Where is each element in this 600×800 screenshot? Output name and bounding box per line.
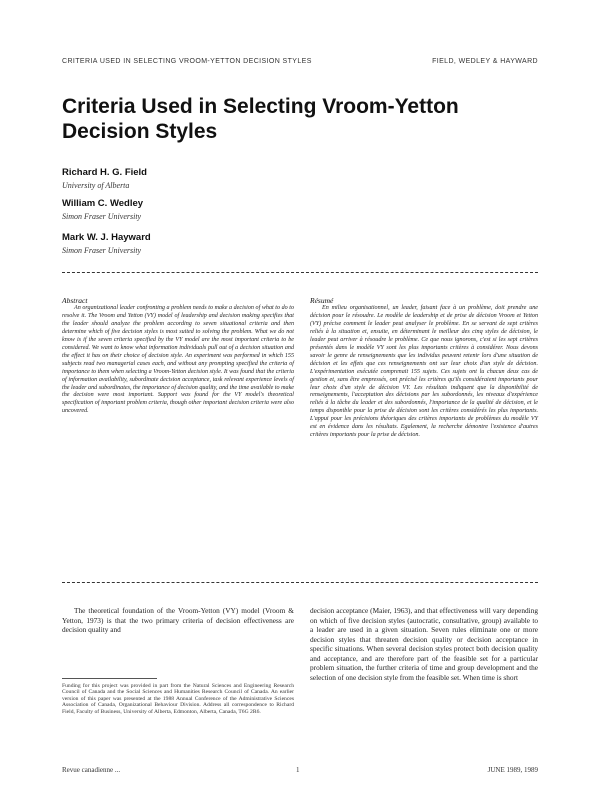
author-affiliation: University of Alberta xyxy=(62,181,130,190)
author-name: William C. Wedley xyxy=(62,198,144,209)
resume-heading: Résumé xyxy=(310,296,334,305)
author-affiliation: Simon Fraser University xyxy=(62,246,142,255)
section-divider xyxy=(62,272,538,273)
section-divider xyxy=(62,582,538,583)
author-affiliation: Simon Fraser University xyxy=(62,212,142,221)
footnote: Funding for this project was provided in part from the Natural Sciences and Engineering Research Council of Canada and the Social Sciences and Humanities Research Council of Canada. An earlier version of this paper was presented at the 1988 Annual Conference of the Administrative Sciences Association of Canada, Organizational Behaviour Division. Address all correspondence to Richard Field, Faculty of Business, University of Alberta, Edmonton, Alberta, Canada, T6G 2R6. xyxy=(62,683,294,715)
footer-right: JUNE 1989, 1989 xyxy=(487,766,538,774)
running-head-left: CRITERIA USED IN SELECTING VROOM-YETTON DECISION STYLES xyxy=(62,58,312,65)
abstract-english xyxy=(62,296,294,416)
body-paragraph-right: decision acceptance (Maier, 1963), and that effectiveness will vary depending on which of five decision styles (autocratic, consultative, group) available to a leader are used in a given situation. Seven rules eliminate one or more decision styles that threaten decision quality or decision acceptance in specific situations. When several decision styles protect both decision quality and acceptance, and are therefore part of the feasible set for a particular problem situation, the further criteria of time and group development and the selection of one decision style from the feasible set. When time is short xyxy=(310,606,538,682)
abstract-text: An organizational leader confronting a problem needs to make a decision of what to do to resolve it. The Vroom and Yetton (VY) model of leadership and decision making specifies that the leader should analyze the problem according to seven situational criteria and then determine which of five decision styles is most suited to solving the problem. What we do not know is if the seven criteria specified by the VY model are the most important criteria to be considered. We want to know what information individuals pull out of a decision situation and the effect it has on their choice of decision style. An experiment was performed in which 155 subjects read two managerial cases each, and without any prompting specified the criteria of importance to them when selecting a Vroom-Yetton decision style. It was found that the criteria of information availability, subordinate decision acceptance, task relevant experience levels of the leader and subordinates, the importance of decision quality, and the time available to make the decision were most important. Support was found for the VY model's theoretical specification of important problem criteria, though other important decision criteria were also uncovered. xyxy=(62,305,294,415)
author-name: Richard H. G. Field xyxy=(62,167,147,178)
abstract-heading: Abstract xyxy=(62,296,88,305)
body-paragraph-left: The theoretical foundation of the Vroom-Yetton (VY) model (Vroom & Yetton, 1973) is that the two primary criteria of decision effectiveness are decision quality and xyxy=(62,606,294,634)
author-name: Mark W. J. Hayward xyxy=(62,232,151,243)
footnote-rule xyxy=(62,678,157,679)
running-head-right: FIELD, WEDLEY & HAYWARD xyxy=(432,58,538,65)
footer-left: Revue canadienne ... xyxy=(62,766,121,774)
resume-text: En milieu organisationnel, un leader, faisant face à un problème, doit prendre une décision pour le résoudre. Le modèle de leadership et de prise de décision Vroom et Yetton (VY) précise comment le leader peut analyser le problème. En se servant de sept critères reliés à la situation et, ensuite, en déterminant le meilleur des cinq styles de décision, le leader peut arriver à résoudre le problème. Ce que nous ignorons, c'est si les sept critères présentés dans le modèle VY sont les plus importants critères à considérer. Nous devons savoir le genre de renseignements que les individus peuvent retenir lors d'une situation de décision et les effets que ces renseignements ont sur leur choix d'un style de décision. L'expérimentation exécutée comprenait 155 sujets. Ces sujets ont lu chacun deux cas de gestion et, sans être empressés, ont précisé les critères qu'ils considéraient importants pour leur choix d'un style de décision VY. Les résultats indiquent que la disponibilité de renseignements, l'acceptation des décisions par les subordonnés, les niveaux d'expérience reliés à la tâche du leader et des subordonnés, l'importance de la qualité de décision, et le temps disponible pour la prise de décision sont les critères considérés les plus importants. L'appui pour les précisions théoriques des critères importants de problèmes du modèle VY est en évidence dans les résultats. Egalement, la recherche démontre l'existence d'autres critères importants pour la prise de décision. xyxy=(310,305,538,439)
running-head xyxy=(62,58,538,65)
abstract-french xyxy=(310,296,538,440)
page-number: 1 xyxy=(296,766,300,774)
paper-title: Criteria Used in Selecting Vroom-Yetton Decision Styles xyxy=(62,95,459,143)
